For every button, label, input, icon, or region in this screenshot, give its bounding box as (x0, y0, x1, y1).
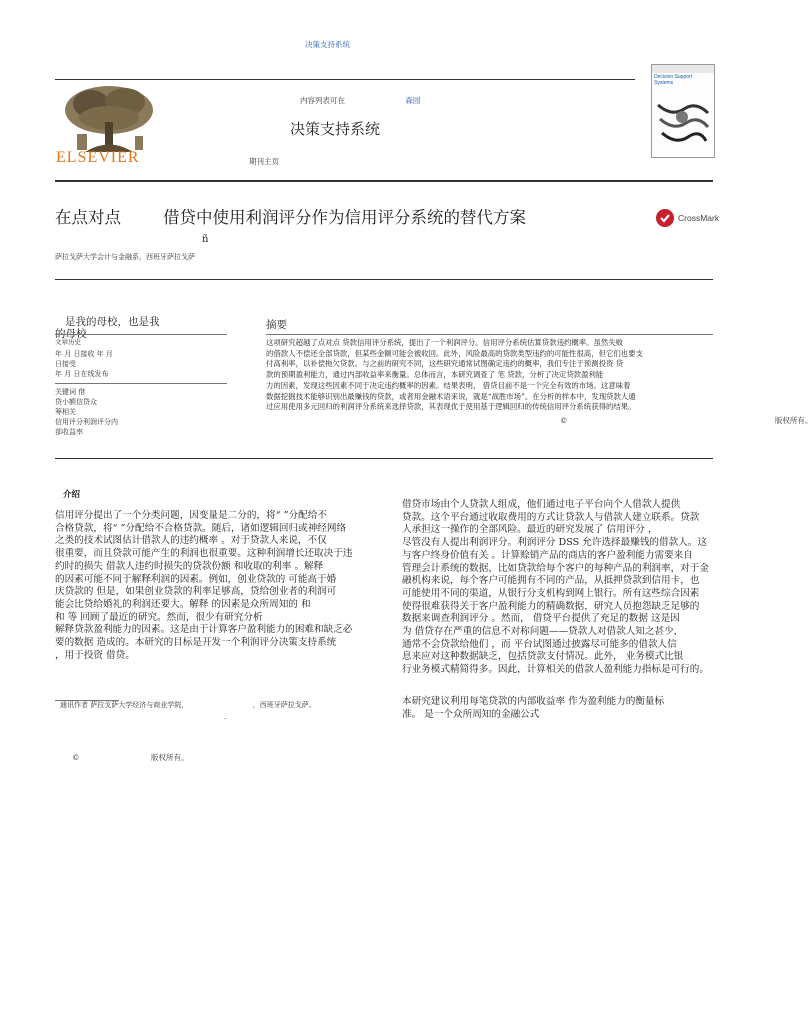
footnote-dot: . (224, 713, 227, 721)
header-rule-bottom (55, 180, 713, 182)
dedication-text: 是我的母校，也是我 的母校 (55, 316, 160, 340)
crossmark-icon (655, 208, 675, 228)
contents-site-link[interactable]: 森园 (405, 96, 421, 105)
author-mark: ñ (202, 234, 209, 245)
section-rule (55, 279, 713, 280)
contents-text: 内容列表可在 (300, 96, 345, 105)
journal-title: 决策支持系统 (290, 120, 381, 138)
journal-homepage-label (249, 157, 279, 167)
intro-copyright: © 版权所有。 (72, 753, 189, 762)
history-lines: 年 月 日接收 年 月 日接受 年 月 日在线发布 (55, 350, 113, 378)
crossmark-label: CrossMark (678, 213, 720, 223)
intro-column-2-continued: 本研究建议利用每笔贷款的内部收益率 作为盈利能力的衡量标 准。 是一个众所周知的金融公式 (402, 696, 665, 720)
abstract-rule (266, 334, 713, 335)
affiliation: 萨拉戈萨大学会计与金融系，西班牙萨拉戈萨 (55, 253, 195, 261)
elsevier-wordmark[interactable]: ELSEVIER (56, 149, 140, 166)
contents-line (300, 96, 420, 106)
history-heading: 文章历史 (55, 338, 81, 346)
cover-title: Decision Support Systems (654, 74, 693, 86)
abstract-copyright: © 版权所有。 (560, 416, 812, 425)
article-title: 在点对点 借贷中使用利润评分作为信用评分系统的替代方案 (55, 208, 526, 227)
header-rule-top (55, 79, 635, 80)
keywords: 关键词 借 贷小额信贷众 筹相关 信用评分利润评分内 部收益率 (55, 388, 118, 436)
body-rule (55, 458, 713, 459)
abstract-text: 这项研究超越了点对点 贷款信用评分系统，提出了一个利润评分。信用评分系统估算贷款违约概率。虽然失败 的借款人不偿还全部贷款，但某些金额可能会被收回。此外，风险最高的贷款类型违约的可能性很高，但它们也要支 付高利率，以补偿拖欠贷款。与之前的研究不同，这些研究通常试图确定违约的概率，我们专注于预测投资 贷 款的预期盈利能力，通过内部收益率来衡量。总体而言，本研究调查了 笔 贷款，分析了决定贷款盈利能 力的因素，发现这些因素不同于决定违约概率的因素。结果表明， 借贷目前不是一个完全有效的市场。这意味着 数据挖掘技术能够识别出最赚钱的贷款，或者用金融术语来说，就是“战胜市场”。在分析的样本中，发现贷款人通 过应用使用多元回归的利润评分系统来选择贷款，其表现优于使用基于逻辑回归的传统信用评分系统获得的结果。 (266, 338, 643, 412)
journal-cover-thumbnail[interactable] (651, 64, 715, 158)
homepage-text: 期刊主页 (249, 157, 279, 166)
intro-column-2: 借贷市场由个人贷款人组成，他们通过电子平台向个人借款人提供 贷款。这个平台通过收取费用的方式让贷款人与借款人建立联系。贷款 人承担这一操作的全部风险。最近的研究发展了 信用评分 ， 尽管没有人提出利润评分。利润评分 DSS 允许选择最赚钱的借款人。这 与客户终身价值有关 。计算赊销产品的商店的客户盈利能力需要来自 管理会计系统的数据，比如贷款给每个客户的每种产品的利润率，对于金 融机构来说，每个客户可能拥有不同的产品，从抵押贷款到信用卡，也 可能使用不同的渠道，从银行分支机构到网上银行。所有这些综合因素 使得很难获得关于客户盈利能力的精确数据，研究人员抱怨缺乏足够的 数据来调查利润评分 。然而， 借贷平台提供了充足的数据 这是因 为 借贷存在严重的信息不对称问题——贷款人对借款人知之甚少， 通常不会贷款给他们 ，而 平台试图通过披露尽可能多的借款人信 息来应对这种数据缺乏，包括贷款支付情况。此外， 业务模式比银 行业务模式精简得多。因此，计算相关的借款人盈利能力指标是可行的。 (402, 499, 709, 676)
crossmark-badge[interactable] (655, 208, 719, 228)
intro-heading: 介绍 (63, 490, 81, 500)
intro-column-1: 信用评分提出了一个分类问题，因变量是二分的，将“ ”分配给不 合格贷款，将“ ”分配给不合格贷款。随后，诸如逻辑回归或神经网络 之类的技术试图估计借款人的违约概率 。对于贷款人来说，不仅 很重要，而且贷款可能产生的利润也很重要。这种利润增长还取决于违 约时的损失 借款人违约时损失的贷款份额 和收取的利率 。解释 的因素可能不同于解释利润的因素。例如，创业贷款的 可能高于婚 庆贷款的 但是，如果创业贷款的利率足够高，贷给创业者的利润可 能会比贷给婚礼的利润还要大。解释 的因素是众所周知的 和 和 等 回顾了最近的研究。然而，很少有研究分析 解释贷款盈利能力的因素。这是由于计算客户盈利能力的困难和缺乏必 要的数据 造成的。本研究的目标是开发一个利润评分决策支持系统 ，用于投资 借贷。 (55, 510, 353, 661)
journal-link[interactable]: 决策支持系统 (305, 40, 350, 49)
footnote: 通讯作者 萨拉戈萨大学经济与商业学院， ，西班牙萨拉戈萨。 (60, 701, 316, 709)
keywords-rule (55, 383, 227, 384)
abstract-heading: 摘要 (266, 319, 287, 331)
info-rule (55, 334, 227, 335)
